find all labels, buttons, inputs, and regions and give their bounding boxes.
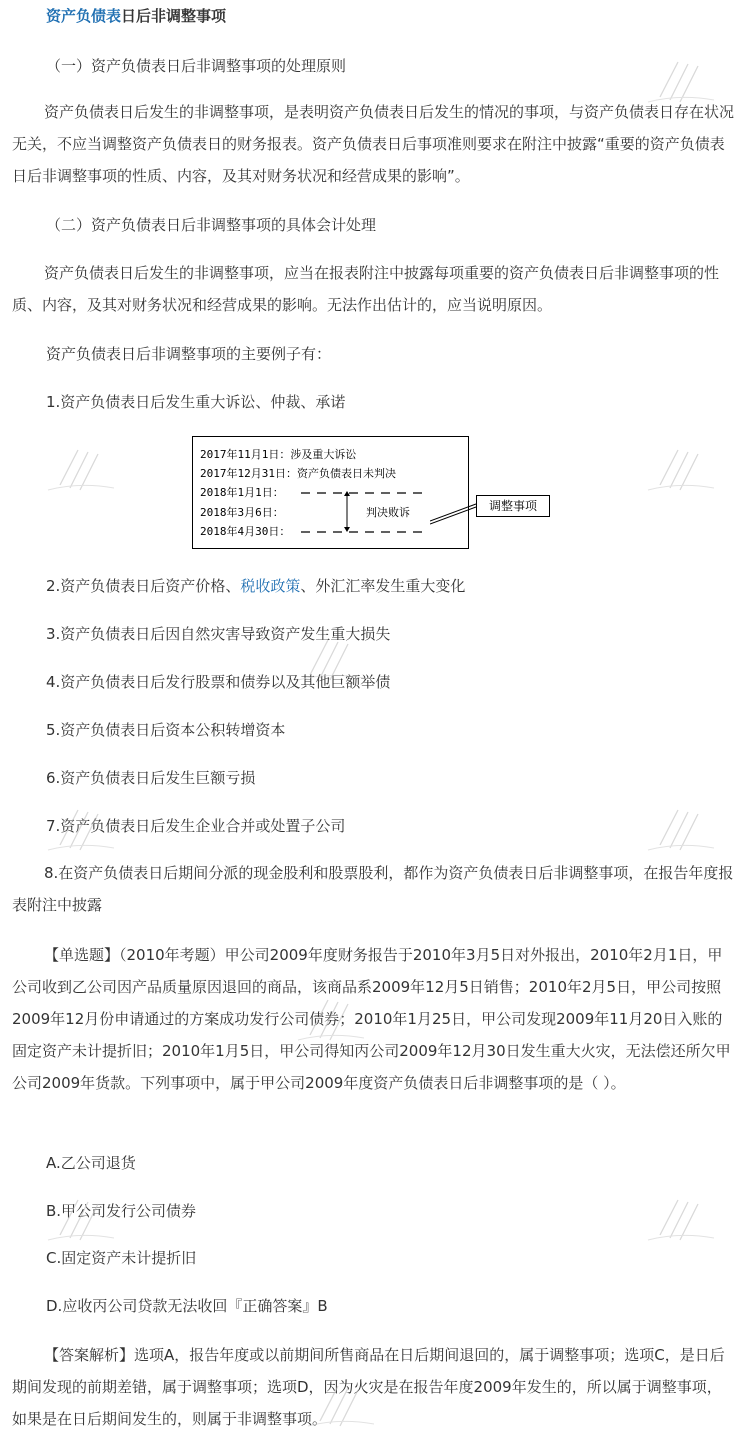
example-6: 6.资产负债表日后发生巨额亏损 [46, 769, 256, 787]
section-2-heading: （二）资产负债表日后非调整事项的具体会计处理 [46, 216, 377, 234]
example-2: 2.资产负债表日后资产价格、税收政策、外汇汇率发生重大变化 [46, 577, 466, 595]
diagram-line-2: 2017年12月31日：资产负债表日未判决 [200, 467, 396, 480]
example-4: 4.资产负债表日后发行股票和债券以及其他巨额举债 [46, 673, 391, 691]
watermark-icon [640, 52, 720, 112]
watermark-icon [290, 990, 370, 1050]
watermark-icon [640, 440, 720, 500]
section-1-heading: （一）资产负债表日后非调整事项的处理原则 [46, 57, 347, 75]
verdict-label: 判决败诉 [366, 506, 410, 519]
example-5: 5.资产负债表日后资本公积转增资本 [46, 721, 286, 739]
title-rest: 日后非调整事项 [121, 7, 227, 25]
example-8: 8.在资产负债表日后期间分派的现金股利和股票股利，都作为资产负债表日后非调整事项，在报告年度报表附注中披露 [12, 864, 734, 914]
diagram-line-4: 2018年3月6日： [200, 506, 284, 519]
question-text: 【单选题】（2010年考题）甲公司2009年度财务报告于2010年3月5日对外报出，2010年2月1日，甲公司收到乙公司因产品质量原因退回的商品，该商品系2009年12月5日销售；2010年2月5日，甲公司按照2009年12月份申请通过的方案成功发行公司债券；2010年1月25日，甲公司发现2009年11月20日入账的固定资产未计提折旧；2010年1月5日，甲公司得知丙公司2009年12月30日发生重大火灾，无法偿还所欠甲公司2009年货款。下列事项中，属于甲公司2009年度资产负债表日后非调整事项的是（ ）。 [12, 946, 731, 1092]
page-title [46, 4, 226, 28]
option-c: C.固定资产未计提折旧 [46, 1249, 197, 1267]
watermark-icon [40, 440, 120, 500]
watermark-icon [300, 1376, 380, 1436]
watermark-icon [40, 1190, 120, 1250]
watermark-icon [640, 1190, 720, 1250]
section-2-body: 资产负债表日后发生的非调整事项，应当在报表附注中披露每项重要的资产负债表日后非调整事项的性质、内容，及其对财务状况和经营成果的影响。无法作出估计的，应当说明原因。 [12, 264, 720, 314]
option-d: D.应收丙公司贷款无法收回『正确答案』B [46, 1297, 328, 1315]
option-a: A.乙公司退货 [46, 1154, 136, 1172]
title-highlight-link[interactable]: 资产负债表 [46, 7, 122, 25]
diagram-line-5: 2018年4月30日： [200, 525, 291, 538]
watermark-icon [290, 630, 370, 690]
timeline-lines [193, 437, 470, 550]
answer-analysis: 【答案解析】选项A，报告年度或以前期间所售商品在日后期间退回的，属于调整事项；选项C，是日后期间发现的前期差错，属于调整事项；选项D，因为火灾是在报告年度2009年发生的，所以属于调整事项，如果是在日后期间发生的，则属于非调整事项。 [12, 1346, 725, 1428]
option-b: B.甲公司发行公司债券 [46, 1202, 197, 1220]
adjusting-event-callout: 调整事项 [476, 495, 550, 517]
examples-intro: 资产负债表日后非调整事项的主要例子有： [46, 345, 332, 363]
watermark-icon [40, 800, 120, 860]
example-1: 1.资产负债表日后发生重大诉讼、仲裁、承诺 [46, 393, 346, 411]
example-7: 7.资产负债表日后发生企业合并或处置子公司 [46, 817, 346, 835]
tax-policy-link[interactable]: 税收政策 [240, 577, 301, 595]
example-3: 3.资产负债表日后因自然灾害导致资产发生重大损失 [46, 625, 391, 643]
diagram-line-1: 2017年11月1日：涉及重大诉讼 [200, 448, 357, 461]
diagram-line-3: 2018年1月1日： [200, 486, 284, 499]
watermark-icon [640, 800, 720, 860]
timeline-diagram [192, 436, 469, 549]
section-1-body: 资产负债表日后发生的非调整事项，是表明资产负债表日后发生的情况的事项，与资产负债表日存在状况无关，不应当调整资产负债表日的财务报表。资产负债表日后事项准则要求在附注中披露“重要的资产负债表日后非调整事项的性质、内容，及其对财务状况和经营成果的影响”。 [12, 103, 735, 185]
